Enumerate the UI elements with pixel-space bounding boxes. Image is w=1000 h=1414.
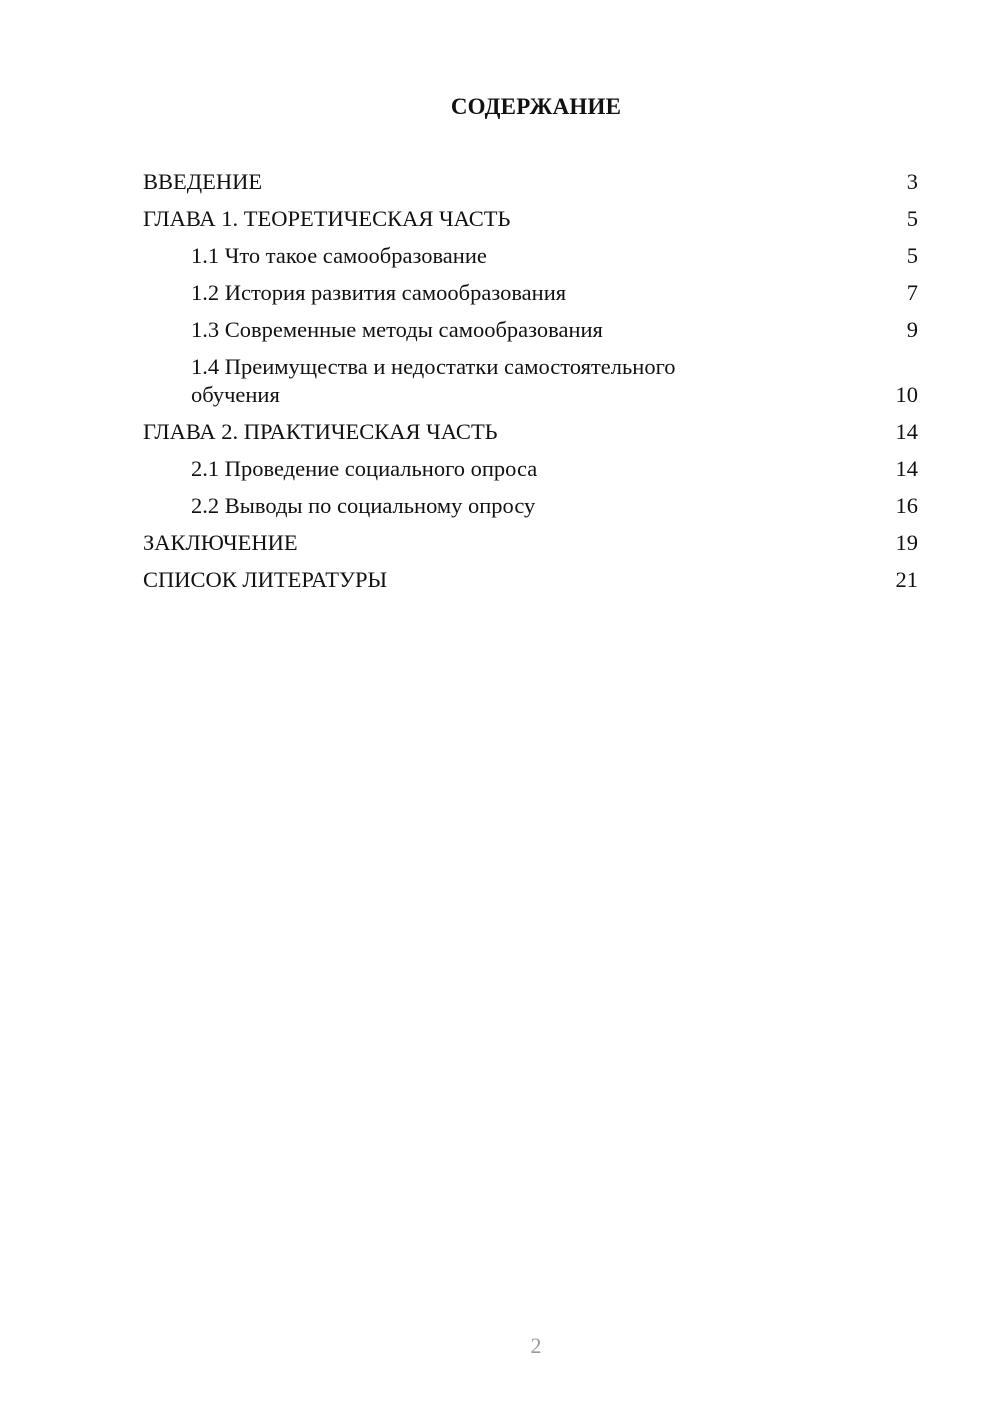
toc-entry-page: 14	[895, 419, 918, 444]
toc-entry-title: ЗАКЛЮЧЕНИЕ	[143, 530, 298, 555]
toc-entry-page: 19	[895, 530, 918, 555]
toc-entry-page: 5	[906, 243, 918, 268]
toc-entry-page: 3	[906, 169, 918, 194]
toc-entry-title: СПИСОК ЛИТЕРАТУРЫ	[143, 567, 388, 592]
toc-entry-title: 1.3 Современные методы самообразования	[191, 317, 603, 342]
toc-entry-chapter-1[interactable]	[143, 205, 918, 233]
toc-entry-title: 1.1 Что такое самообразование	[191, 243, 487, 268]
toc-entry-page: 7	[906, 280, 918, 305]
toc-entry-introduction[interactable]	[143, 168, 918, 196]
toc-entry-title: 1.2 История развития самообразования	[191, 280, 567, 305]
toc-entry-title: 2.1 Проведение социального опроса	[191, 456, 538, 481]
toc-entry-page: 10	[895, 382, 918, 407]
toc-entry-section-1-3[interactable]	[143, 316, 918, 344]
toc-entry-title: 1.4 Преимущества и недостатки самостоятельного обучения	[191, 354, 676, 407]
toc-entry-page: 21	[895, 567, 918, 592]
toc-entry-bibliography[interactable]	[143, 566, 918, 594]
toc-entry-section-2-1[interactable]	[143, 455, 918, 483]
toc-entry-title: ГЛАВА 2. ПРАКТИЧЕСКАЯ ЧАСТЬ	[143, 419, 498, 444]
toc-entry-page: 9	[906, 317, 918, 342]
toc-entry-section-1-2[interactable]	[143, 279, 918, 307]
toc-entry-section-2-2[interactable]	[143, 492, 918, 520]
toc-entry-title: ГЛАВА 1. ТЕОРЕТИЧЕСКАЯ ЧАСТЬ	[143, 206, 511, 231]
toc-entry-chapter-2[interactable]	[143, 418, 918, 446]
page-number: 2	[530, 1333, 542, 1358]
toc-entry-conclusion[interactable]	[143, 529, 918, 557]
toc-entry-page: 14	[895, 456, 918, 481]
toc-entry-section-1-1[interactable]	[143, 242, 918, 270]
toc-entry-title: 2.2 Выводы по социальному опросу	[191, 493, 536, 518]
toc-entry-page: 5	[906, 206, 918, 231]
toc-heading: СОДЕРЖАНИЕ	[450, 94, 622, 119]
toc-entry-section-1-4[interactable]	[143, 353, 918, 409]
table-of-contents	[143, 168, 918, 603]
toc-entry-page: 16	[895, 493, 918, 518]
toc-entry-title: ВВЕДЕНИЕ	[143, 169, 263, 194]
